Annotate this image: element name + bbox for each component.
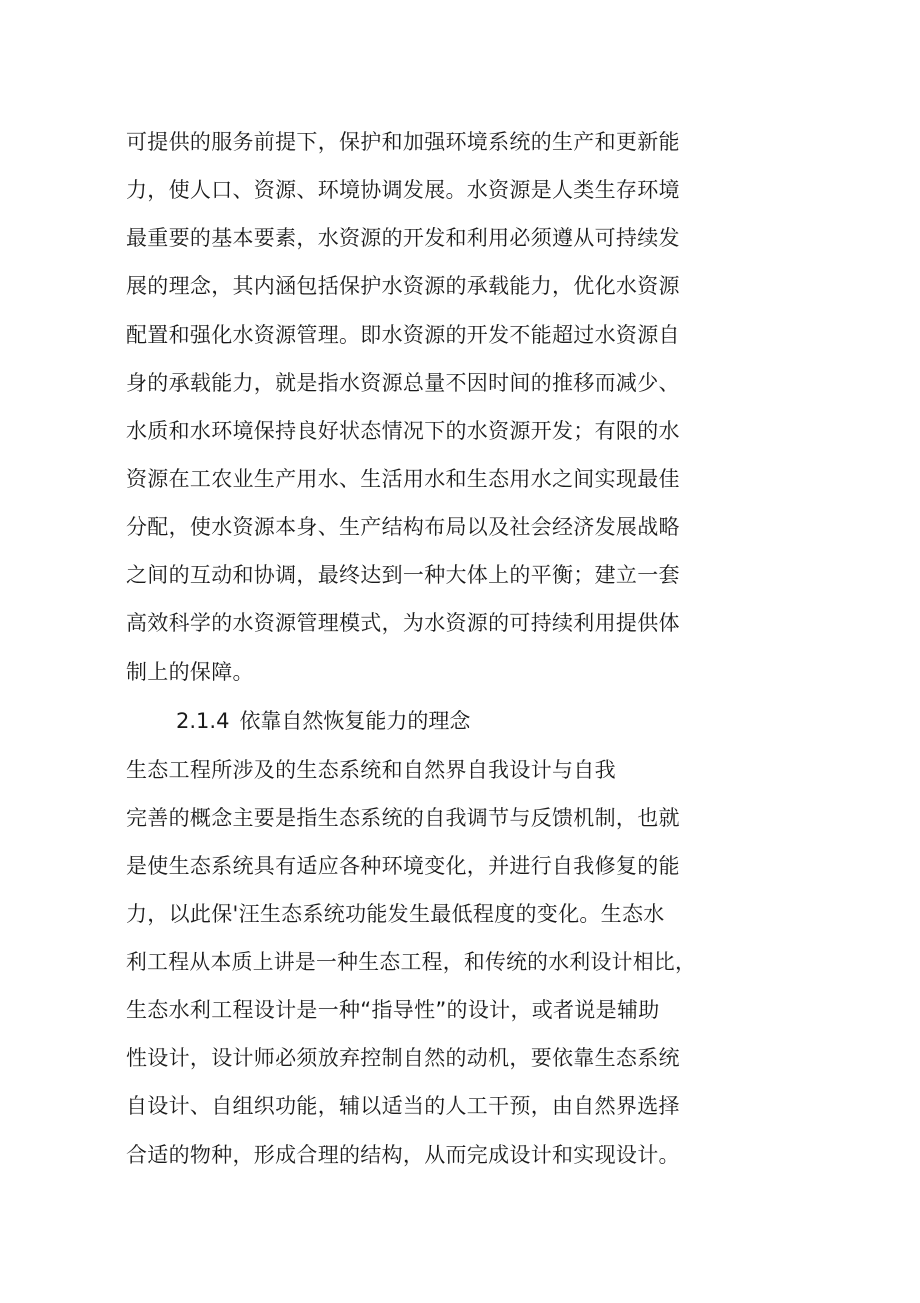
paragraph-1-line: 分配，使水资源本身、生产结构布局以及社会经济发展战略 <box>126 515 680 539</box>
paragraph-1-line: 力，使人口、资源、环境协调发展。水资源是人类生存环境 <box>126 178 680 202</box>
paragraph-1-line: 身的承载能力，就是指水资源总量不因时间的推移而减少、 <box>126 371 680 395</box>
paragraph-2-line: 合适的物种，形成合理的结构，从而完成设计和实现设计。 <box>126 1143 680 1167</box>
paragraph-1-line: 之间的互动和协调，最终达到一种大体上的平衡；建立一套 <box>126 563 680 587</box>
paragraph-2-line: 力，以此保'汪生态系统功能发生最低程度的变化。生态水 <box>126 902 665 926</box>
paragraph-1-line: 配置和强化水资源管理。即水资源的开发不能超过水资源自 <box>126 323 680 347</box>
paragraph-1-line: 水质和水环境保持良好状态情况下的水资源开发；有限的水 <box>126 419 680 443</box>
paragraph-2-line: 是使生态系统具有适应各种环境变化，并进行自我修复的能 <box>126 854 680 878</box>
paragraph-1-line: 高效科学的水资源管理模式，为水资源的可持续利用提供体 <box>126 611 680 635</box>
paragraph-1-line: 最重要的基本要素，水资源的开发和利用必须遵从可持续发 <box>126 226 680 250</box>
paragraph-1-line: 资源在工农业生产用水、生活用水和生态用水之间实现最佳 <box>126 467 680 491</box>
paragraph-2-line: 完善的概念主要是指生态系统的自我调节与反馈机制，也就 <box>126 806 680 830</box>
section-number: 2.1.4 <box>176 709 230 733</box>
paragraph-1-line: 制上的保障。 <box>126 660 254 684</box>
paragraph-2-line: 生态水利工程设计是一种“指导性”的设计，或者说是辅助 <box>126 998 660 1022</box>
section-heading <box>176 706 470 736</box>
paragraph-2-line: 自设计、自组织功能，辅以适当的人工干预，由自然界选择 <box>126 1094 680 1118</box>
paragraph-2-line: 生态工程所涉及的生态系统和自然界自我设计与自我 <box>126 758 616 782</box>
paragraph-2-line: 利工程从本质上讲是一种生态工程，和传统的水利设计相比， <box>126 950 697 974</box>
section-title: 依靠自然恢复能力的理念 <box>239 709 471 733</box>
paragraph-1-line: 可提供的服务前提下，保护和加强环境系统的生产和更新能 <box>126 130 680 154</box>
paragraph-2-line: 性设计，设计师必须放弃控制自然的动机，要依靠生态系统 <box>126 1046 680 1070</box>
paragraph-1-line: 展的理念，其内涵包括保护水资源的承载能力，优化水资源 <box>126 274 680 298</box>
